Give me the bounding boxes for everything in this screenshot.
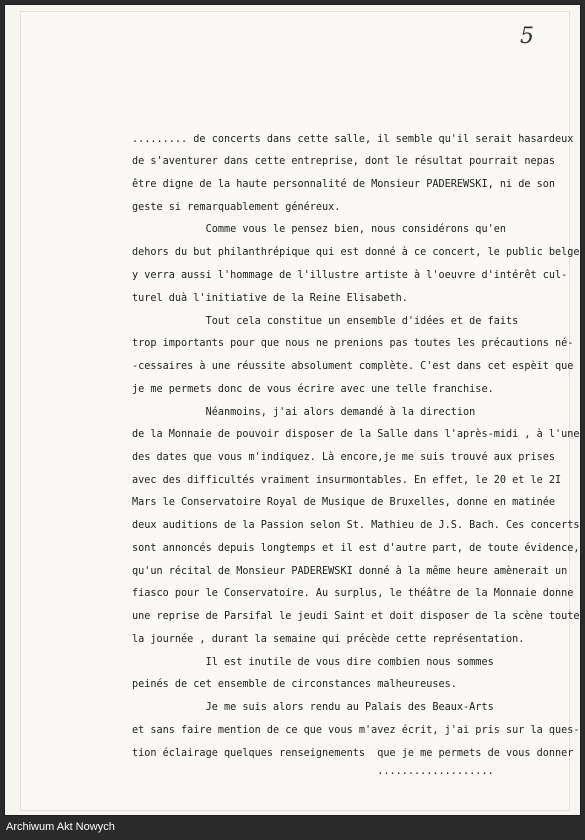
text-line: Néanmoins, j'ai alors demandé à la direction: [132, 406, 476, 418]
text-line: de la Monnaie de pouvoir disposer de la Salle dans l'après-midi , à l'une: [132, 428, 580, 440]
text-line: trop importants pour que nous ne prenions pas toutes les précautions né-: [132, 337, 574, 349]
text-line: dehors du but philanthrépique qui est donné à ce concert, le public belge: [132, 246, 580, 258]
text-line: être digne de la haute personnalité de Monsieur PADEREWSKI, ni de son: [132, 178, 556, 190]
text-line: je me permets donc de vous écrire avec une telle franchise.: [132, 383, 494, 395]
text-line: tion éclairage quelques renseignements que je me permets de vous donner: [132, 747, 574, 759]
text-line: Comme vous le pensez bien, nous considérons qu'en: [132, 223, 506, 235]
text-line: de s'aventurer dans cette entreprise, dont le résultat pourrait nepas: [132, 155, 556, 167]
text-line: deux auditions de la Passion selon St. Mathieu de J.S. Bach. Ces concerts: [132, 519, 580, 531]
text-line: la journée , durant la semaine qui précède cette représentation.: [132, 633, 525, 645]
archive-footer: [0, 816, 585, 840]
text-line: turel duà l'initiative de la Reine Elisabeth.: [132, 292, 408, 304]
text-line: fiasco pour le Conservatoire. Au surplus, le théâtre de la Monnaie donne: [132, 587, 574, 599]
text-line: peinés de cet ensemble de circonstances malheureuses.: [132, 678, 457, 690]
text-line: avec des difficultés vraiment insurmontables. En effet, le 20 et le 2I: [132, 474, 562, 486]
text-line: ......... de concerts dans cette salle, il semble qu'il serait hasardeux: [132, 133, 574, 145]
text-line: ...................: [132, 765, 494, 777]
text-line: des dates que vous m'indiquez. Là encore,je me suis trouvé aux prises: [132, 451, 556, 463]
text-line: sont annoncés depuis longtemps et il est d'autre part, de toute évidence,: [132, 542, 580, 554]
text-line: Tout cela constitue un ensemble d'idées et de faits: [132, 315, 519, 327]
text-line: et sans faire mention de ce que vous m'avez écrit, j'ai pris sur la ques-: [132, 724, 580, 736]
text-line: y verra aussi l'hommage de l'illustre artiste à l'oeuvre d'intérêt cul-: [132, 269, 568, 281]
text-line: une reprise de Parsifal le jeudi Saint et doit disposer de la scène toute: [132, 610, 580, 622]
text-line: -cessaires à une réussite absolument complète. C'est dans cet espèit que: [132, 360, 574, 372]
text-line: Mars le Conservatoire Royal de Musique de Bruxelles, donne en matinée: [132, 496, 556, 508]
page-number: 5: [520, 24, 534, 49]
text-line: geste si remarquablement généreux.: [132, 201, 341, 213]
text-line: qu'un récital de Monsieur PADEREWSKI donné à la même heure amènerait un: [132, 565, 568, 577]
text-line: Je me suis alors rendu au Palais des Beaux-Arts: [132, 701, 494, 713]
archive-label: Archiwum Akt Nowych: [6, 821, 115, 833]
text-line: Il est inutile de vous dire combien nous sommes: [132, 656, 494, 668]
